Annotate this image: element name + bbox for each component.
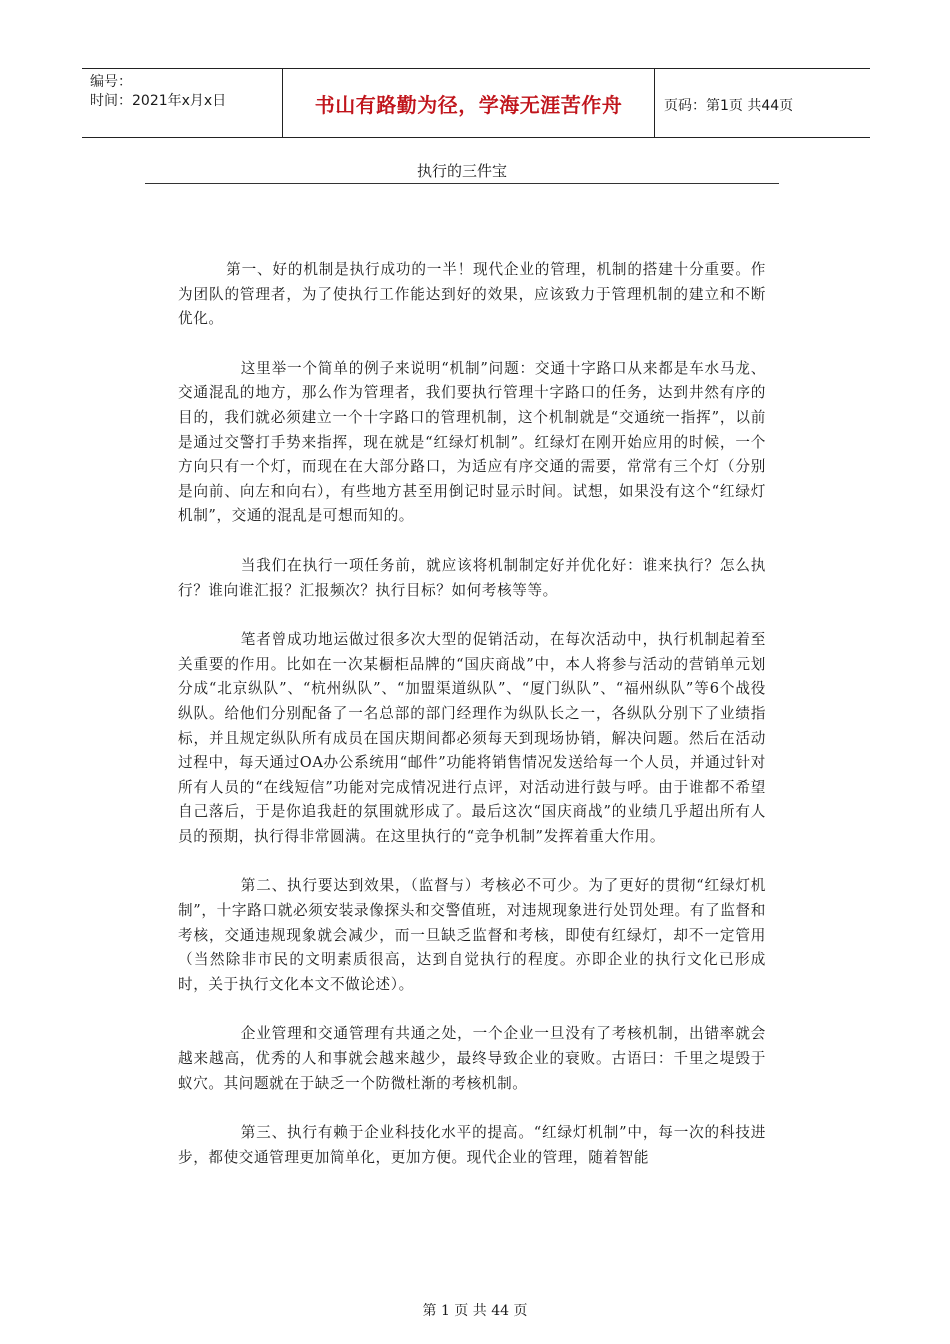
- paragraph: 企业管理和交通管理有共通之处，一个企业一旦没有了考核机制，出错率就会越来越高，优秀的人和事就会越来越少，最终导致企业的衰败。古语曰：千里之堤毁于蚁穴。其问题就在于缺乏一个防微杜渐的考核机制。: [178, 1025, 766, 1092]
- document-title: 执行的三件宝: [416, 162, 507, 180]
- title-underline: [145, 183, 779, 184]
- header-motto: 书山有路勤为径，学海无涯苦作舟: [314, 93, 623, 117]
- document-date: 时间：2021年x月x日: [90, 93, 227, 109]
- paragraph: 笔者曾成功地运做过很多次大型的促销活动，在每次活动中，执行机制起着至关重要的作用。比如在一次某橱柜品牌的“国庆商战”中，本人将参与活动的营销单元划分成“北京纵队”、“杭州纵队”、“加盟渠道纵队”、“厦门纵队”、“福州纵队”等6个战役纵队。给他们分别配备了一名总部的部门经理作为纵队长之一，各纵队分别下了业绩指标，并且规定纵队所有成员在国庆期间都必须每天到现场协销，解决问题。然后在活动过程中，每天通过OA办公系统用“邮件”功能将销售情况发送给每一个人员，并通过针对所有人员的“在线短信”功能对完成情况进行点评，对活动进行鼓与呼。由于谁都不希望自己落后，于是你追我赶的氛围就形成了。最后这次“国庆商战”的业绩几乎超出所有人员的预期，执行得非常圆满。在这里执行的“竞争机制”发挥着重大作用。: [178, 631, 766, 845]
- paragraph: 第一、好的机制是执行成功的一半！现代企业的管理，机制的搭建十分重要。作为团队的管理者，为了使执行工作能达到好的效果，应该致力于管理机制的建立和不断优化。: [178, 261, 766, 328]
- header-table: [82, 68, 870, 138]
- header-info-cell: [90, 73, 280, 111]
- header-divider: [654, 69, 655, 137]
- document-number-label: 编号：: [90, 74, 132, 90]
- paragraph: 当我们在执行一项任务前，就应该将机制制定好并优化好：谁来执行？怎么执行？谁向谁汇报？汇报频次？执行目标？如何考核等等。: [178, 556, 766, 599]
- document-body: [178, 258, 766, 1195]
- paragraph: 第三、执行有赖于企业科技化水平的提高。“红绿灯机制”中，每一次的科技进步，都使交通管理更加简单化，更加方便。现代企业的管理，随着智能: [178, 1124, 766, 1166]
- header-page-code: 页码：第1页 共44页: [664, 98, 794, 114]
- paragraph: 这里举一个简单的例子来说明“机制”问题：交通十字路口从来都是车水马龙、交通混乱的地方，那么作为管理者，我们要执行管理十字路口的任务，达到井然有序的目的，我们就必须建立一个十字路口的管理机制，这个机制就是“交通统一指挥”，以前是通过交警打手势来指挥，现在就是“红绿灯机制”。红绿灯在刚开始应用的时候，一个方向只有一个灯，而现在在大部分路口，为适应有序交通的需要，常常有三个灯（分别是向前、向左和向右），有些地方甚至用倒记时显示时间。试想，如果没有这个“红绿灯机制”，交通的混乱是可想而知的。: [178, 359, 766, 525]
- paragraph: 第二、执行要达到效果，（监督与）考核必不可少。为了更好的贯彻“红绿灯机制”，十字路口就必须安装录像探头和交警值班，对违规现象进行处罚处理。有了监督和考核，交通违规现象就会减少，而一旦缺乏监督和考核，即使有红绿灯，却不一定管用（当然除非市民的文明素质很高，达到自觉执行的程度。亦即企业的执行文化已形成时，关于执行文化本文不做论述）。: [178, 877, 766, 993]
- page-footer: 第 1 页 共 44 页: [422, 1303, 528, 1319]
